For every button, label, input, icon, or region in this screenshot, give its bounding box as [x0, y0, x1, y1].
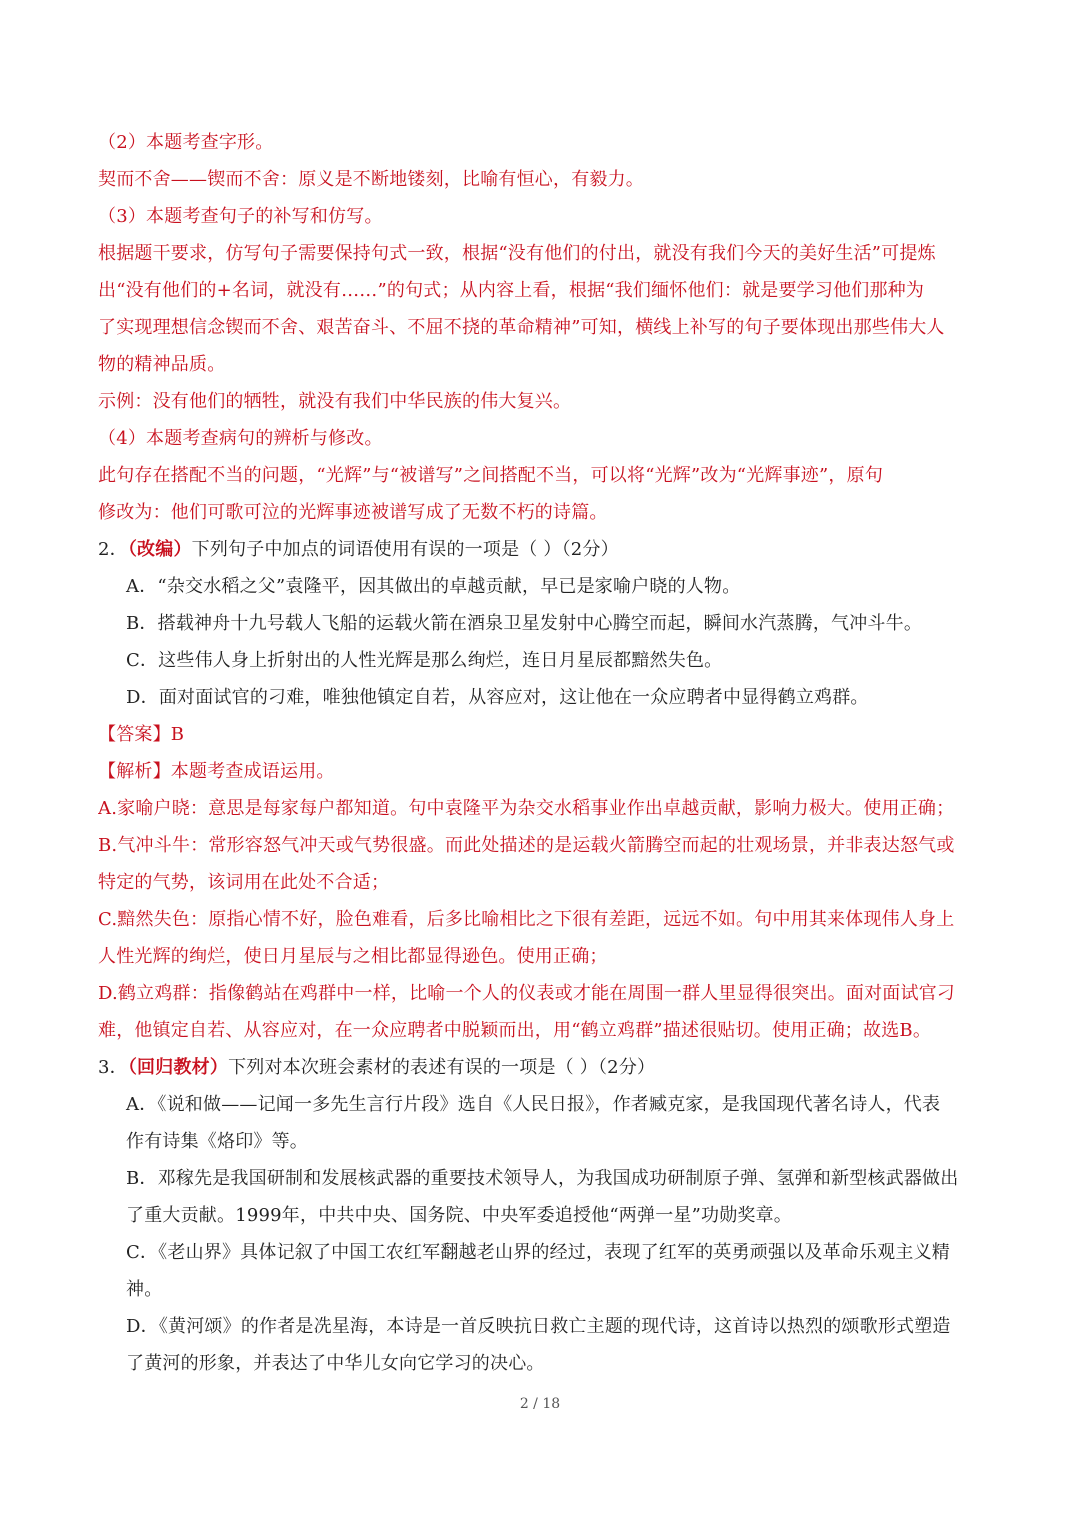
question-3-stem: [98, 1049, 990, 1086]
question-2-analysis-line: C.黯然失色：原指心情不好，脸色难看，后多比喻相比之下很有差距，远远不如。句中用其来体现伟人身上: [98, 909, 955, 930]
q2-sub-label: （2）本题考查字形。: [98, 132, 274, 153]
question-2-answer: 【答案】B: [98, 724, 185, 745]
question-2-analysis-line: A.家喻户晓：意思是每家每户都知道。句中袁隆平为杂交水稻事业作出卓越贡献，影响力极大。使用正确；: [98, 798, 955, 819]
q3-sub-answer-line: 根据题干要求，仿写句子需要保持句式一致，根据“没有他们的付出，就没有我们今天的美好生活”可提炼: [98, 243, 936, 264]
q4-sub-answer-line: 修改为：他们可歌可泣的光辉事迹被谱写成了无数不朽的诗篇。: [98, 502, 608, 523]
question-3-option-line: 了重大贡献。1999年，中共中央、国务院、中央军委追授他“两弹一星”功勋奖章。: [126, 1205, 793, 1226]
question-3-option-line: 了黄河的形象，并表达了中华儿女向它学习的决心。: [126, 1353, 545, 1374]
q3-sub-label: （3）本题考查句子的补写和仿写。: [98, 206, 383, 227]
q3-sub-example: 示例：没有他们的牺牲，就没有我们中华民族的伟大复兴。: [98, 391, 572, 412]
question-2-analysis-line: 特定的气势，该词用在此处不合适；: [98, 872, 390, 893]
question-3-option-line: A．《说和做——记闻一多先生言行片段》选自《人民日报》，作者臧克家，是我国现代著名诗人，代表: [126, 1094, 941, 1115]
question-2-analysis-line: 难，他镇定自若、从容应对，在一众应聘者中脱颖而出，用“鹤立鸡群”描述很贴切。使用正确；故选B。: [98, 1020, 932, 1041]
question-2-analysis-line: D.鹤立鸡群：指像鹤站在鸡群中一样，比喻一个人的仪表或才能在周围一群人里显得很突出。面对面试官刁: [98, 983, 956, 1004]
question-2-option: A．“杂交水稻之父”袁隆平，因其做出的卓越贡献，早已是家喻户晓的人物。: [126, 576, 741, 597]
page-number: 2 / 18: [519, 1396, 561, 1412]
question-2-stem: [98, 531, 990, 568]
question-3-option-line: C．《老山界》具体记叙了中国工农红军翻越老山界的经过，表现了红军的英勇顽强以及革命乐观主义精: [126, 1242, 950, 1263]
question-3-text: 下列对本次班会素材的表述有误的一项是（ ）（2分）: [228, 1057, 656, 1078]
question-3-option-line: 神。: [126, 1279, 163, 1300]
question-3-option-line: 作有诗集《烙印》等。: [126, 1131, 308, 1152]
question-2-analysis-line: B.气冲斗牛：常形容怒气冲天或气势很盛。而此处描述的是运载火箭腾空而起的壮观场景，并非表达怒气或: [98, 835, 955, 856]
q3-sub-answer-line: 出“没有他们的+名词，就没有……”的句式；从内容上看，根据“我们缅怀他们：就是要学习他们那种为: [98, 280, 925, 301]
question-3-tag: （回归教材）: [127, 1057, 229, 1078]
q4-sub-label: （4）本题考查病句的辨析与修改。: [98, 428, 383, 449]
question-2-number: 2．: [98, 539, 128, 560]
q3-sub-answer-line: 物的精神品质。: [98, 354, 226, 375]
question-3-number: 3．: [98, 1057, 128, 1078]
q4-sub-answer-line: 此句存在搭配不当的问题，“光辉”与“被谱写”之间搭配不当，可以将“光辉”改为“光辉事迹”，原句: [98, 465, 884, 486]
question-2-tag: （改编）: [127, 539, 192, 560]
question-2-analysis-line: 人性光辉的绚烂，使日月星辰与之相比都显得逊色。使用正确；: [98, 946, 608, 967]
question-3-option-line: D．《黄河颂》的作者是冼星海，本诗是一首反映抗日救亡主题的现代诗，这首诗以热烈的颂歌形式塑造: [126, 1316, 951, 1337]
question-2-option: B．搭载神舟十九号载人飞船的运载火箭在酒泉卫星发射中心腾空而起，瞬间水汽蒸腾，气冲斗牛。: [126, 613, 923, 634]
question-2-analysis-label: 【解析】本题考查成语运用。: [98, 761, 335, 782]
page-content: [98, 124, 990, 1382]
question-2-option: C．这些伟人身上折射出的人性光辉是那么绚烂，连日月星辰都黯然失色。: [126, 650, 723, 671]
question-2-option: D．面对面试官的刁难，唯独他镇定自若，从容应对，这让他在一众应聘者中显得鹤立鸡群。: [126, 687, 869, 708]
q3-sub-answer-line: 了实现理想信念锲而不舍、艰苦奋斗、不屈不挠的革命精神”可知，横线上补写的句子要体现出那些伟大人: [98, 317, 945, 338]
question-2-text: 下列句子中加点的词语使用有误的一项是（ ）（2分）: [191, 539, 619, 560]
question-3-option-line: B．邓稼先是我国研制和发展核武器的重要技术领导人，为我国成功研制原子弹、氢弹和新型核武器做出: [126, 1168, 959, 1189]
q2-sub-answer: 契而不舍——锲而不舍：原义是不断地镂刻，比喻有恒心，有毅力。: [98, 169, 644, 190]
